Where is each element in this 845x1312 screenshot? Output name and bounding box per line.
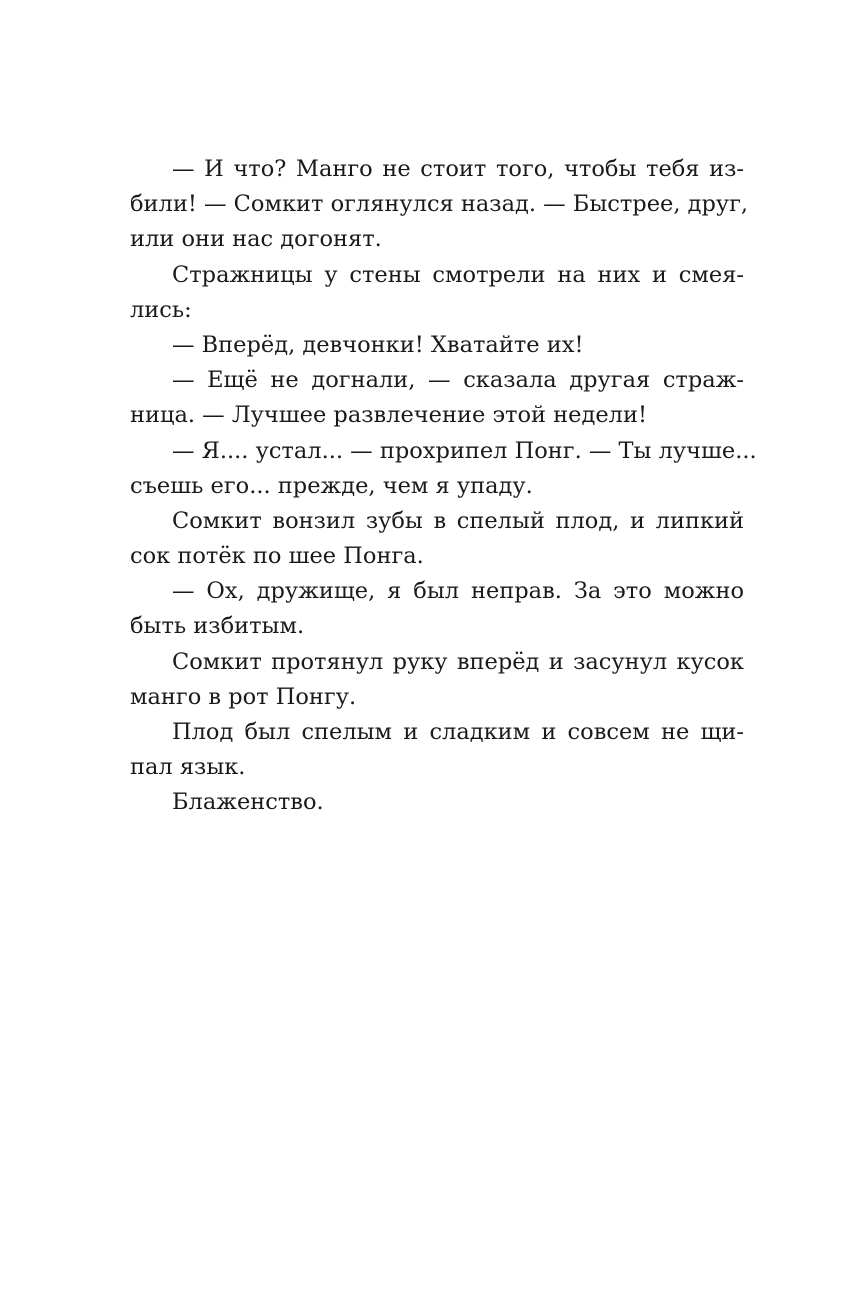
text-line: ница. — Лучшее развлечение этой недели! [130, 402, 647, 429]
text-line: — Ох, дружище, я был неправ. За это можно [172, 578, 744, 605]
paragraph [130, 258, 744, 328]
paragraph [130, 152, 749, 258]
text-line: лись: [130, 296, 192, 323]
text-line: сок потёк по шее Понга. [130, 543, 424, 570]
paragraph [130, 785, 744, 820]
paragraph [130, 363, 744, 433]
text-line: — И что? Манго не стоит того, чтобы тебя из- [172, 156, 744, 182]
text-line: пал язык. [130, 754, 246, 781]
text-line: Сомкит вонзил зубы в спелый плод, и липкий [172, 507, 744, 534]
paragraph [130, 574, 744, 644]
text-line: — Ещё не догнали, — сказала другая страж- [172, 367, 744, 394]
text-line: Стражницы у стены смотрели на них и смея- [172, 261, 744, 288]
paragraph [130, 434, 757, 504]
text-line: манго в рот Понгу. [130, 683, 357, 710]
text-line: били! — Сомкит оглянулся назад. — Быстрее, друг, [130, 191, 749, 218]
text-line: Плод был спелым и сладким и совсем не щи- [172, 719, 744, 745]
text-line: — Я.... устал... — прохрипел Понг. — Ты лучше... [172, 437, 757, 464]
body-text [130, 152, 757, 821]
text-line: или они нас догонят. [130, 226, 382, 253]
paragraph [130, 328, 744, 363]
text-line: съешь его... прежде, чем я упаду. [130, 472, 533, 499]
text-line: быть избитым. [130, 613, 305, 640]
text-line: Сомкит протянул руку вперёд и засунул кусок [172, 648, 744, 675]
text-line: — Вперёд, девчонки! Хватайте их! [172, 331, 584, 358]
paragraph [130, 715, 744, 785]
text-line: Блаженство. [172, 789, 324, 816]
paragraph [130, 645, 744, 715]
paragraph [130, 504, 744, 574]
